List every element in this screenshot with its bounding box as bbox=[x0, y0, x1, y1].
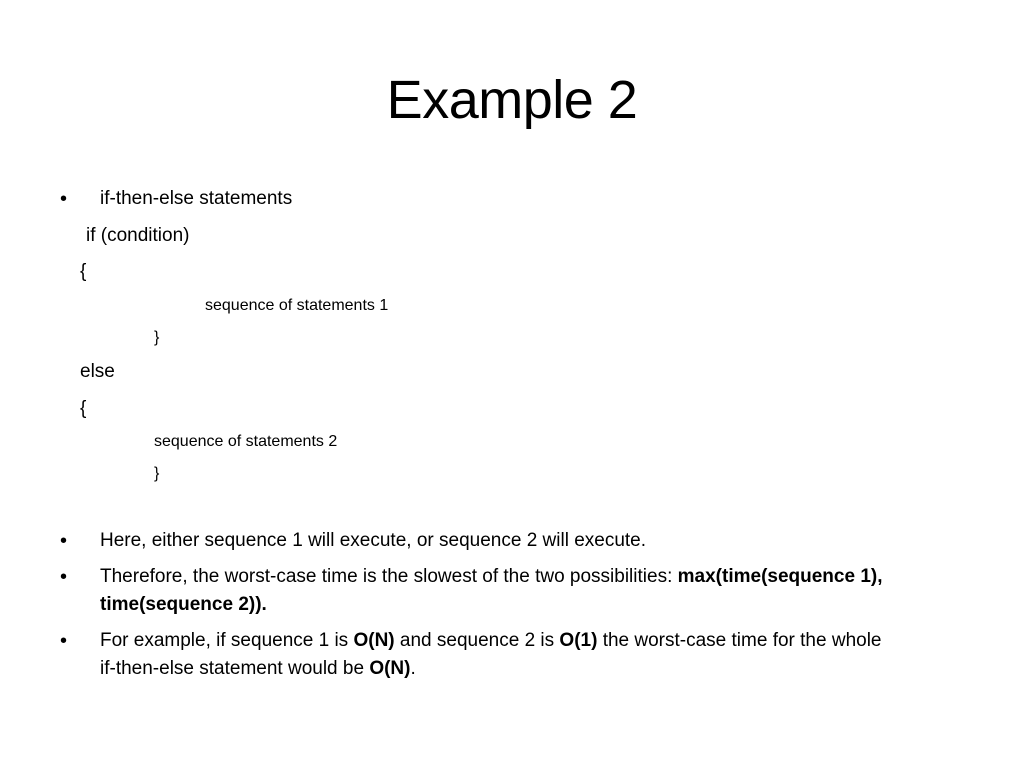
code-sequence-1: sequence of statements 1 bbox=[205, 297, 389, 314]
bullet-text-example-line1 bbox=[100, 627, 882, 655]
code-if-line: if (condition) bbox=[86, 225, 190, 246]
max-time-expression-cont: time(sequence 2)). bbox=[100, 594, 267, 615]
bullet-text-either-sequence: Here, either sequence 1 will execute, or sequence 2 will execute. bbox=[100, 530, 647, 551]
bullet-marker: • bbox=[60, 188, 68, 210]
bullet-text-worst-case-line1 bbox=[100, 563, 883, 591]
bullet-text-worst-case-line2 bbox=[100, 591, 267, 619]
max-time-expression: max(time(sequence 1), bbox=[677, 566, 883, 587]
code-open-brace-1: { bbox=[80, 261, 87, 282]
bullet-marker: • bbox=[60, 566, 68, 588]
slide-title: Example 2 bbox=[386, 70, 638, 130]
example-text: and sequence 2 is bbox=[394, 630, 560, 651]
bullet-marker: • bbox=[60, 530, 68, 552]
code-close-brace-2: } bbox=[154, 465, 160, 482]
code-sequence-2: sequence of statements 2 bbox=[154, 433, 338, 450]
example-text: . bbox=[410, 658, 416, 679]
bullet-text-example-line2 bbox=[100, 655, 416, 683]
worst-case-text: Therefore, the worst-case time is the slowest of the two possibilities: bbox=[100, 566, 678, 587]
bullet-marker: • bbox=[60, 630, 68, 652]
bullet-text-if-then-else: if-then-else statements bbox=[100, 188, 293, 209]
complexity-on: O(N) bbox=[369, 658, 411, 679]
example-text: For example, if sequence 1 is bbox=[100, 630, 354, 651]
example-text: if-then-else statement would be bbox=[100, 658, 370, 679]
complexity-on: O(N) bbox=[353, 630, 395, 651]
code-else-line: else bbox=[80, 361, 115, 382]
complexity-o1: O(1) bbox=[559, 630, 598, 651]
example-text: the worst-case time for the whole bbox=[597, 630, 882, 651]
code-close-brace-1: } bbox=[154, 329, 160, 346]
code-open-brace-2: { bbox=[80, 398, 87, 419]
